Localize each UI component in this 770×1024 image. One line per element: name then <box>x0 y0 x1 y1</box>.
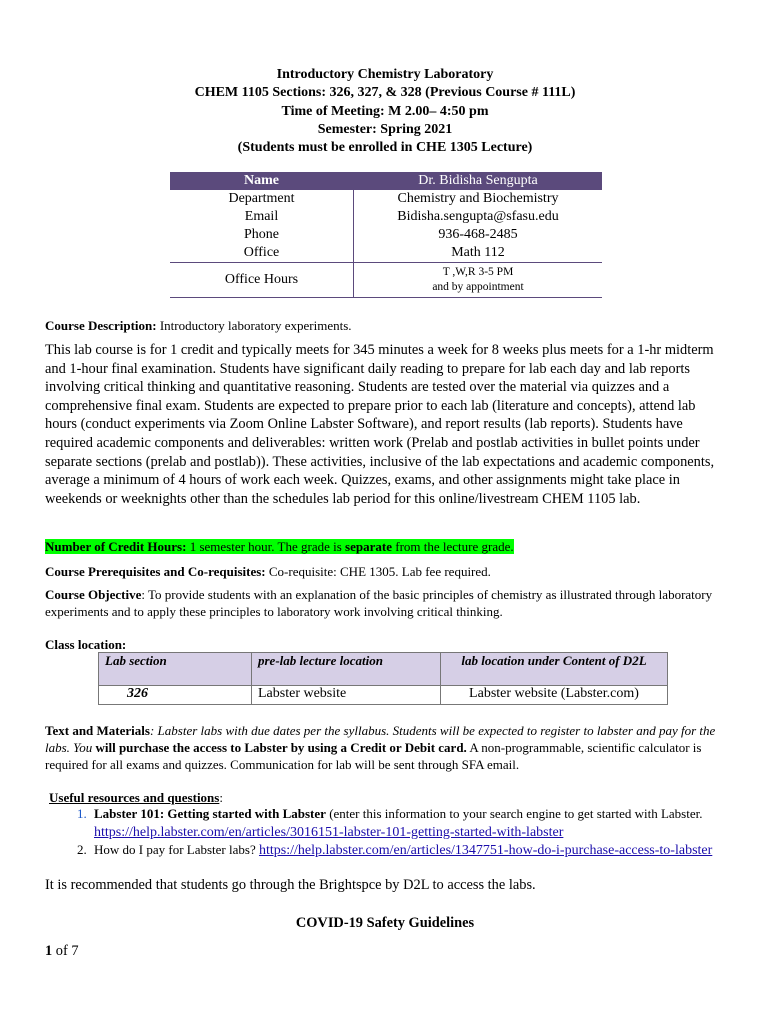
instructor-row-name <box>170 172 602 190</box>
office-hours-value <box>354 263 603 298</box>
lab-location-value: Labster website (Labster.com) <box>441 686 668 705</box>
resources-list <box>45 805 770 860</box>
class-location-table <box>98 652 668 705</box>
resource-1-text: (enter this information to your search engine to get started with Labster. <box>325 806 703 821</box>
resources-heading-colon: : <box>219 790 223 805</box>
course-description-short <box>45 317 725 334</box>
resources-heading <box>49 789 729 806</box>
instructor-label: Phone <box>244 227 279 242</box>
resource-1-title: Labster 101: Getting started with Labster <box>94 806 326 821</box>
class-location-row <box>99 686 668 705</box>
labster-purchase-link[interactable]: https://help.labster.com/en/articles/1347751-how-do-i-purchase-access-to-labster <box>258 843 713 858</box>
text-and-materials <box>45 722 725 773</box>
instructor-row-department <box>170 190 602 208</box>
course-description-short-text: Introductory laboratory experiments. <box>159 318 352 333</box>
prelab-location-header: pre-lab lecture location <box>252 653 441 686</box>
materials-rest: A non-programmable, scientific calculator is required for all exams and quizzes. Communication for lab will be sent through SFA email. <box>45 740 702 772</box>
instructor-row-office-hours <box>170 263 602 298</box>
credit-hours-text-2: from the lecture grade. <box>391 539 514 554</box>
materials-bold: will purchase the access to Labster by using a Credit or Debit card. <box>95 740 467 755</box>
prerequisites <box>45 563 725 580</box>
class-location-label: Class location: <box>45 637 127 652</box>
materials-label: Text and Materials <box>45 723 150 738</box>
recommendation: It is recommended that students go through the Brightspce by D2L to access the labs. <box>45 877 536 893</box>
labster-101-link[interactable]: https://help.labster.com/en/articles/3016151-labster-101-getting-started-with-labster <box>94 824 564 840</box>
course-description-label: Course Description: <box>45 318 157 333</box>
covid-heading: COVID-19 Safety Guidelines <box>295 915 475 931</box>
instructor-value: Chemistry and Biochemistry <box>354 190 603 208</box>
instructor-row-phone <box>170 226 602 244</box>
instructor-row-email <box>170 208 602 226</box>
instructor-label: Email <box>244 209 279 224</box>
instructor-row-office <box>170 244 602 263</box>
page-footer <box>45 942 725 961</box>
credit-hours-highlight <box>45 539 514 554</box>
header-line-3: Time of Meeting: M 2.00– 4:50 pm <box>281 103 489 119</box>
office-hours-line-2: and by appointment <box>432 281 524 293</box>
page-of-total: of 7 <box>52 943 79 959</box>
course-objective <box>45 586 725 620</box>
page-number: 1 <box>45 943 53 959</box>
lab-location-header: lab location under Content of D2L <box>441 653 668 686</box>
instructor-label: Office <box>243 245 280 260</box>
instructor-table <box>170 172 602 298</box>
header-line-4: Semester: Spring 2021 <box>317 121 453 137</box>
materials-italic: : Labster labs with due dates per the syllabus. Students will be expected to register to labster and pay for the labs. You <box>45 723 716 755</box>
resources-heading-text: Useful resources and questions <box>49 790 220 805</box>
credit-hours <box>45 538 725 555</box>
header-line-1: Introductory Chemistry Laboratory <box>276 67 494 82</box>
office-hours-label: Office Hours <box>170 263 354 298</box>
course-header <box>0 66 770 157</box>
instructor-label: Name <box>170 172 354 190</box>
lab-section-header: Lab section <box>99 653 252 686</box>
instructor-value: Math 112 <box>354 244 603 263</box>
resource-item-labster-101 <box>90 805 770 841</box>
prerequisites-label: Course Prerequisites and Co-requisites: <box>45 564 266 579</box>
prelab-location-value: Labster website <box>252 686 441 705</box>
resource-item-pay-labster <box>90 841 770 860</box>
credit-hours-separate: separate <box>345 539 392 554</box>
instructor-value: 936-468-2485 <box>354 226 603 244</box>
credit-hours-label: Number of Credit Hours: <box>45 539 187 554</box>
header-line-5: (Students must be enrolled in CHE 1305 Lecture) <box>237 140 533 156</box>
course-objective-label: Course Objective <box>45 587 142 602</box>
header-line-2: CHEM 1105 Sections: 326, 327, & 328 (Previous Course # 111L) <box>194 85 576 101</box>
class-location-header-row <box>99 653 668 686</box>
instructor-label: Department <box>228 191 295 206</box>
credit-hours-text-1: 1 semester hour. The grade is <box>186 539 346 554</box>
instructor-value: Dr. Bidisha Sengupta <box>354 172 603 190</box>
instructor-email: Bidisha.sengupta@sfasu.edu <box>354 208 603 226</box>
office-hours-line-1: T ,W,R 3-5 PM <box>442 266 514 278</box>
resource-2-text: How do I pay for Labster labs? <box>94 842 259 857</box>
course-objective-text: : To provide students with an explanation of the basic principles of chemistry as illustrated through laboratory experiments and to apply these principles to laboratory work involving critical thinking. <box>45 587 713 619</box>
prerequisites-text: Co-requisite: CHE 1305. Lab fee required. <box>265 564 491 579</box>
course-description-body: This lab course is for 1 credit and typically meets for 345 minutes a week for 8 weeks plus meets for a 1-hr midterm and 1-hour final examination. Students have significant daily reading to prepare for lab each day and lab reports involving critical thinking and quantitative reasoning. Students are tested over the material via quizzes and a comprehensive final exam. Students are expected to prepare prior to each lab (literature and concepts), attend lab hours (conduct experiments via Zoom Online Labster Software), and report results (lab reports). Students have required academic components and deliverables: written work (Prelab and postlab activities in bullet points under separate sections (prelab and postlab)). These activities, inclusive of the lab expectations and academic components, average a minimum of 4 hours of work each week. Quizzes, exams, and other assignments might take place in weekends or weeknights other than the schedules lab period for this online/livestream CHEM 1105 lab. <box>45 342 715 507</box>
lab-section-value: 326 <box>99 686 252 705</box>
